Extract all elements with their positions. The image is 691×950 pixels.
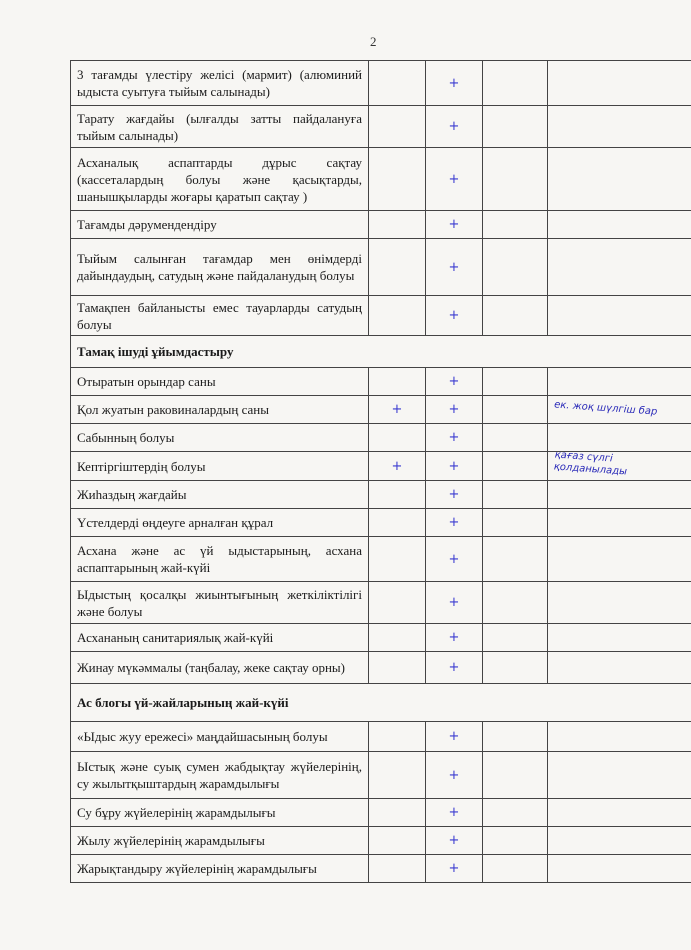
handwritten-note: [554, 836, 685, 845]
table-row: [71, 61, 691, 106]
table-row: [71, 239, 691, 296]
note-cell: [548, 396, 691, 424]
mark-cell-2: +: [426, 624, 483, 652]
mark-cell-2: +: [426, 239, 483, 296]
table-row: [71, 368, 691, 396]
handwritten-note: [554, 770, 685, 779]
handwritten-note: [554, 518, 685, 527]
handwritten-note: [554, 174, 685, 183]
note-cell: [548, 106, 691, 148]
criterion-text: Су бұру жүйелерінің жарамдылығы: [71, 799, 369, 827]
table-row: [71, 537, 691, 582]
table-row: [71, 296, 691, 336]
table-row: [71, 106, 691, 148]
criterion-text: Тағамды дәрумендендіру: [71, 211, 369, 239]
table-row: [71, 827, 691, 855]
table-row: [71, 148, 691, 211]
mark-cell-1: [369, 537, 426, 582]
table-row: [71, 452, 691, 481]
mark-cell-3: [483, 211, 548, 239]
criterion-text: Жарықтандыру жүйелерінің жарамдылығы: [71, 855, 369, 883]
mark-cell-3: [483, 827, 548, 855]
table-row: [71, 509, 691, 537]
mark-cell-2: +: [426, 509, 483, 537]
page-number: 2: [370, 34, 377, 49]
mark-cell-3: [483, 652, 548, 684]
handwritten-note: [554, 490, 685, 499]
criterion-text: Ыстық және суық сумен жабдықтау жүйелерінің, су жылытқыштардың жарамдылығы: [71, 752, 369, 799]
mark-cell-3: [483, 752, 548, 799]
mark-cell-1: [369, 799, 426, 827]
mark-cell-3: [483, 296, 548, 336]
handwritten-note: [554, 732, 685, 741]
table-row: [71, 424, 691, 452]
handwritten-note: қағаз сүлгі қолданылады: [553, 449, 628, 478]
criterion-text: Асхананың санитариялық жай-күйі: [71, 624, 369, 652]
note-cell: [548, 61, 691, 106]
table-row: [71, 752, 691, 799]
mark-cell-2: +: [426, 652, 483, 684]
mark-cell-3: [483, 424, 548, 452]
table-row: [71, 722, 691, 752]
note-cell: [548, 855, 691, 883]
mark-cell-2: +: [426, 722, 483, 752]
section-title: Ас блогы үй-жайларының жай-күйі: [71, 684, 691, 722]
criterion-text: Сабынның болуы: [71, 424, 369, 452]
note-cell: [548, 509, 691, 537]
mark-cell-1: [369, 827, 426, 855]
mark-cell-3: [483, 855, 548, 883]
handwritten-note: [554, 78, 685, 87]
criterion-text: Тамақпен байланысты емес тауарларды сатудың болуы: [71, 296, 369, 336]
note-cell: [548, 537, 691, 582]
section-title: Тамақ ішуді ұйымдастыру: [71, 336, 691, 368]
mark-cell-1: +: [369, 396, 426, 424]
mark-cell-1: +: [369, 452, 426, 481]
mark-cell-1: [369, 481, 426, 509]
criterion-text: Жиһаздың жағдайы: [71, 481, 369, 509]
criterion-text: Отыратын орындар саны: [71, 368, 369, 396]
criterion-text: Тарату жағдайы (ылғалды затты пайдалануға тыйым салынады): [71, 106, 369, 148]
mark-cell-1: [369, 752, 426, 799]
checklist-table: [70, 60, 691, 883]
note-cell: [548, 148, 691, 211]
table-row: [71, 481, 691, 509]
mark-cell-3: [483, 239, 548, 296]
table-row: [71, 582, 691, 624]
note-cell: [548, 722, 691, 752]
mark-cell-1: [369, 148, 426, 211]
section-row: [71, 684, 691, 722]
checklist-body: [71, 61, 691, 883]
note-cell: [548, 827, 691, 855]
mark-cell-1: [369, 296, 426, 336]
handwritten-note: [554, 122, 685, 131]
mark-cell-1: [369, 582, 426, 624]
mark-cell-3: [483, 624, 548, 652]
handwritten-note: [554, 554, 685, 563]
mark-cell-2: +: [426, 106, 483, 148]
criterion-text: Асханалық аспаптарды дұрыс сақтау (кассеталардың болуы және қасықтарды, шанышқыларды жоғары қаратып сақтау ): [71, 148, 369, 211]
mark-cell-1: [369, 652, 426, 684]
criterion-text: Тыйым салынған тағамдар мен өнімдерді дайындаудың, сатудың және пайдаланудың болуы: [71, 239, 369, 296]
mark-cell-3: [483, 396, 548, 424]
note-cell: [548, 652, 691, 684]
mark-cell-2: +: [426, 799, 483, 827]
table-row: [71, 396, 691, 424]
mark-cell-3: [483, 106, 548, 148]
mark-cell-1: [369, 239, 426, 296]
mark-cell-2: +: [426, 424, 483, 452]
mark-cell-3: [483, 61, 548, 106]
mark-cell-2: +: [426, 827, 483, 855]
note-cell: [548, 239, 691, 296]
table-row: [71, 799, 691, 827]
criterion-text: Кептіргіштердің болуы: [71, 452, 369, 481]
mark-cell-3: [483, 368, 548, 396]
table-row: [71, 855, 691, 883]
mark-cell-1: [369, 624, 426, 652]
handwritten-note: [554, 864, 685, 873]
mark-cell-2: +: [426, 537, 483, 582]
note-cell: [548, 481, 691, 509]
handwritten-note: ек. жоқ шүлгіш бар: [553, 398, 658, 418]
mark-cell-2: +: [426, 148, 483, 211]
note-cell: [548, 368, 691, 396]
mark-cell-3: [483, 582, 548, 624]
mark-cell-1: [369, 61, 426, 106]
mark-cell-1: [369, 722, 426, 752]
handwritten-note: [554, 433, 685, 442]
criterion-text: Үстелдерді өңдеуге арналған құрал: [71, 509, 369, 537]
handwritten-note: [554, 262, 685, 271]
mark-cell-1: [369, 211, 426, 239]
note-cell: [548, 624, 691, 652]
criterion-text: Асхана және ас үй ыдыстарының, асхана аспаптарының жай-күйі: [71, 537, 369, 582]
mark-cell-3: [483, 481, 548, 509]
criterion-text: Жинау мүкәммалы (таңбалау, жеке сақтау орны): [71, 652, 369, 684]
note-cell: [548, 582, 691, 624]
table-row: [71, 624, 691, 652]
criterion-text: Ыдыстың қосалқы жиынтығының жеткіліктілігі және болуы: [71, 582, 369, 624]
mark-cell-2: +: [426, 296, 483, 336]
criterion-text: Қол жуатын раковиналардың саны: [71, 396, 369, 424]
note-cell: [548, 449, 691, 481]
handwritten-note: [554, 377, 685, 386]
note-cell: [548, 296, 691, 336]
criterion-text: Жылу жүйелерінің жарамдылығы: [71, 827, 369, 855]
handwritten-note: [554, 633, 685, 642]
mark-cell-3: [483, 148, 548, 211]
criterion-text: 3 тағамды үлестіру желісі (мармит) (алюминий ыдыста суытуға тыйым салынады): [71, 61, 369, 106]
handwritten-note: [554, 808, 685, 817]
section-row: [71, 336, 691, 368]
mark-cell-2: +: [426, 452, 483, 481]
note-cell: [548, 424, 691, 452]
note-cell: [548, 211, 691, 239]
note-cell: [548, 752, 691, 799]
mark-cell-2: +: [426, 396, 483, 424]
mark-cell-3: [483, 722, 548, 752]
mark-cell-3: [483, 537, 548, 582]
handwritten-note: [554, 311, 685, 320]
mark-cell-2: +: [426, 582, 483, 624]
handwritten-note: [554, 663, 685, 672]
mark-cell-2: +: [426, 211, 483, 239]
note-cell: [548, 799, 691, 827]
criterion-text: «Ыдыс жуу ережесі» маңдайшасының болуы: [71, 722, 369, 752]
table-row: [71, 652, 691, 684]
mark-cell-2: +: [426, 752, 483, 799]
mark-cell-2: +: [426, 855, 483, 883]
handwritten-note: [554, 220, 685, 229]
mark-cell-1: [369, 106, 426, 148]
mark-cell-3: [483, 509, 548, 537]
mark-cell-1: [369, 368, 426, 396]
mark-cell-3: [483, 452, 548, 481]
handwritten-note: [554, 598, 685, 607]
mark-cell-3: [483, 799, 548, 827]
mark-cell-2: +: [426, 481, 483, 509]
mark-cell-1: [369, 509, 426, 537]
mark-cell-2: +: [426, 368, 483, 396]
mark-cell-2: +: [426, 61, 483, 106]
table-row: [71, 211, 691, 239]
mark-cell-1: [369, 855, 426, 883]
mark-cell-1: [369, 424, 426, 452]
